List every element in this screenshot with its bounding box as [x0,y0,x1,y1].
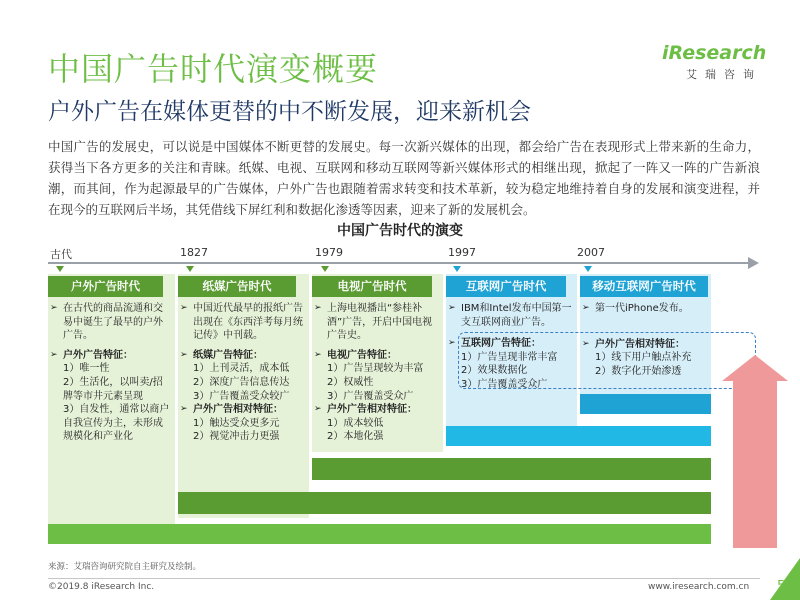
source-note: 来源：艾瑞咨询研究院自主研究及绘制。 [48,562,202,572]
feature-item: 1）上刊灵活，成本低 [193,363,290,375]
year-label-2007: 2007 [577,246,605,259]
feature-title: ➢ 户外广告特征： [50,349,133,361]
year-label-1997: 1997 [448,246,476,259]
feature-item: 3）自发性，通常以商户自我宣传为主，未形成规模化和产业化 [63,404,170,443]
bullet-arrow-icon: ➢ [448,303,456,313]
feature-item: 2）深度广告信息传达 [193,376,290,388]
era-content-print [180,302,306,444]
iresearch-logo [662,42,767,82]
bullet-arrow-icon: ➢ [180,349,188,360]
mobile-era-bar [580,394,711,414]
copyright: ©2019.8 iResearch Inc. [48,582,155,592]
bullet-arrow-icon: ➢ [448,338,456,349]
bullet-arrow-icon: ➢ [582,303,590,313]
feature-title: ➢ 户外广告相对特征： [582,338,685,350]
feature-item: 2）数字化开始渗透 [595,365,682,377]
timeline-arrow-icon [748,257,759,269]
relative-feature-item: 2）视觉冲击力更强 [193,431,280,443]
year-label-ancient: 古代 [50,248,72,261]
feature-item: 2）权威性 [327,376,374,388]
page-number: 5 [777,579,786,594]
feature-item: 3）广告覆盖受众广 [461,378,548,390]
bullet-arrow-icon: ➢ [314,303,322,313]
era-event: ➢ 第一代iPhone发布。 [582,303,689,314]
bullet-arrow-icon: ➢ [180,404,188,415]
era-event: ➢ 在古代的商品流通和交易中诞生了最早的户外广告。 [50,303,163,342]
page-subtitle: 户外广告在媒体更替的中不断发展，迎来新机会 [48,99,531,125]
bullet-arrow-icon: ➢ [582,338,590,349]
footer-divider [48,578,760,579]
page-title: 中国广告时代演变概要 [48,50,379,88]
logo-main-text: iResearch [662,42,767,64]
timeline-marker-icon [584,266,592,272]
year-label-1979: 1979 [315,246,343,259]
relative-feature-title: ➢ 户外广告相对特征： [180,404,283,416]
logo-sub-text: 艾瑞咨询 [686,68,762,81]
era-content-tv [314,302,440,444]
website-link[interactable]: www.iresearch.com.cn [648,582,750,592]
era-header-mobile: 移动互联网广告时代 [580,276,708,297]
feature-item: 1）广告呈现非常丰富 [461,351,558,363]
era-event: ➢ 中国近代最早的报纸广告出现在《东西洋考每月统记传》中刊载。 [180,303,303,342]
relative-feature-item: 2）本地化强 [327,431,384,443]
bullet-arrow-icon: ➢ [314,349,322,360]
relative-feature-item: 1）触达受众更多元 [193,417,280,429]
bullet-arrow-icon: ➢ [50,349,58,360]
bullet-arrow-icon: ➢ [180,303,188,313]
internet-era-bar [446,426,711,446]
intro-paragraph: 中国广告的发展史，可以说是中国媒体不断更替的发展史。每一次新兴媒体的出现，都会给广告在表现形式上带来新的生命力，获得当下各方更多的关注和青睐。纸媒、电视、互联网和移动互联网等新兴媒体形式的相继出现，掀起了一阵又一阵的广告新浪潮，而其间，作为起源最早的广告媒体，户外广告也跟随着需求转变和技术革新，较为稳定地维持着自身的发展和演变进程，并在现今的互联网后半场，其凭借线下屏红利和数据化渗透等因素，迎来了新的发展机会。 [48,139,760,217]
feature-item: 2）效果数据化 [461,365,528,377]
era-event: ➢ 上海电视播出“参桂补酒”广告，开启中国电视广告史。 [314,303,433,342]
bullet-arrow-icon: ➢ [50,303,58,313]
year-label-1827: 1827 [180,246,208,259]
feature-item: 2）生活化，以叫卖/招牌等市井元素呈现 [63,376,163,402]
print-era-bar [178,492,711,514]
era-header-tv: 电视广告时代 [312,276,432,297]
era-header-outdoor: 户外广告时代 [48,276,163,297]
tv-era-bar [312,458,711,480]
feature-title: ➢ 互联网广告特征： [448,338,541,350]
relative-feature-title: ➢ 户外广告相对特征： [314,404,417,416]
bullet-arrow-icon: ➢ [314,404,322,415]
era-content-outdoor [50,302,172,444]
timeline-marker-icon [321,266,329,272]
growth-arrow-body [733,380,777,548]
relative-feature-item: 1）成本较低 [327,417,384,429]
feature-item: 1）广告呈现较为丰富 [327,363,424,375]
feature-title: ➢ 纸媒广告特征： [180,349,263,361]
era-header-internet: 互联网广告时代 [446,276,566,297]
chart-title: 中国广告时代的演变 [337,223,463,239]
timeline-marker-icon [453,266,461,272]
era-event: ➢ IBM和Intel发布中国第一支互联网商业广告。 [448,303,572,328]
feature-title: ➢ 电视广告特征： [314,349,397,361]
era-header-print: 纸媒广告时代 [178,276,296,297]
growth-arrow-icon [722,355,788,381]
timeline-axis [48,262,751,264]
timeline-marker-icon [56,266,64,272]
highlight-dashed-box [458,332,756,389]
feature-item: 3）广告覆盖受众较广 [193,390,290,402]
feature-item: 1）线下用户触点补充 [595,352,692,364]
outdoor-era-bar [48,524,711,544]
feature-item: 3）广告覆盖受众广 [327,390,414,402]
feature-item: 1）唯一性 [63,363,110,375]
timeline-marker-icon [186,266,194,272]
